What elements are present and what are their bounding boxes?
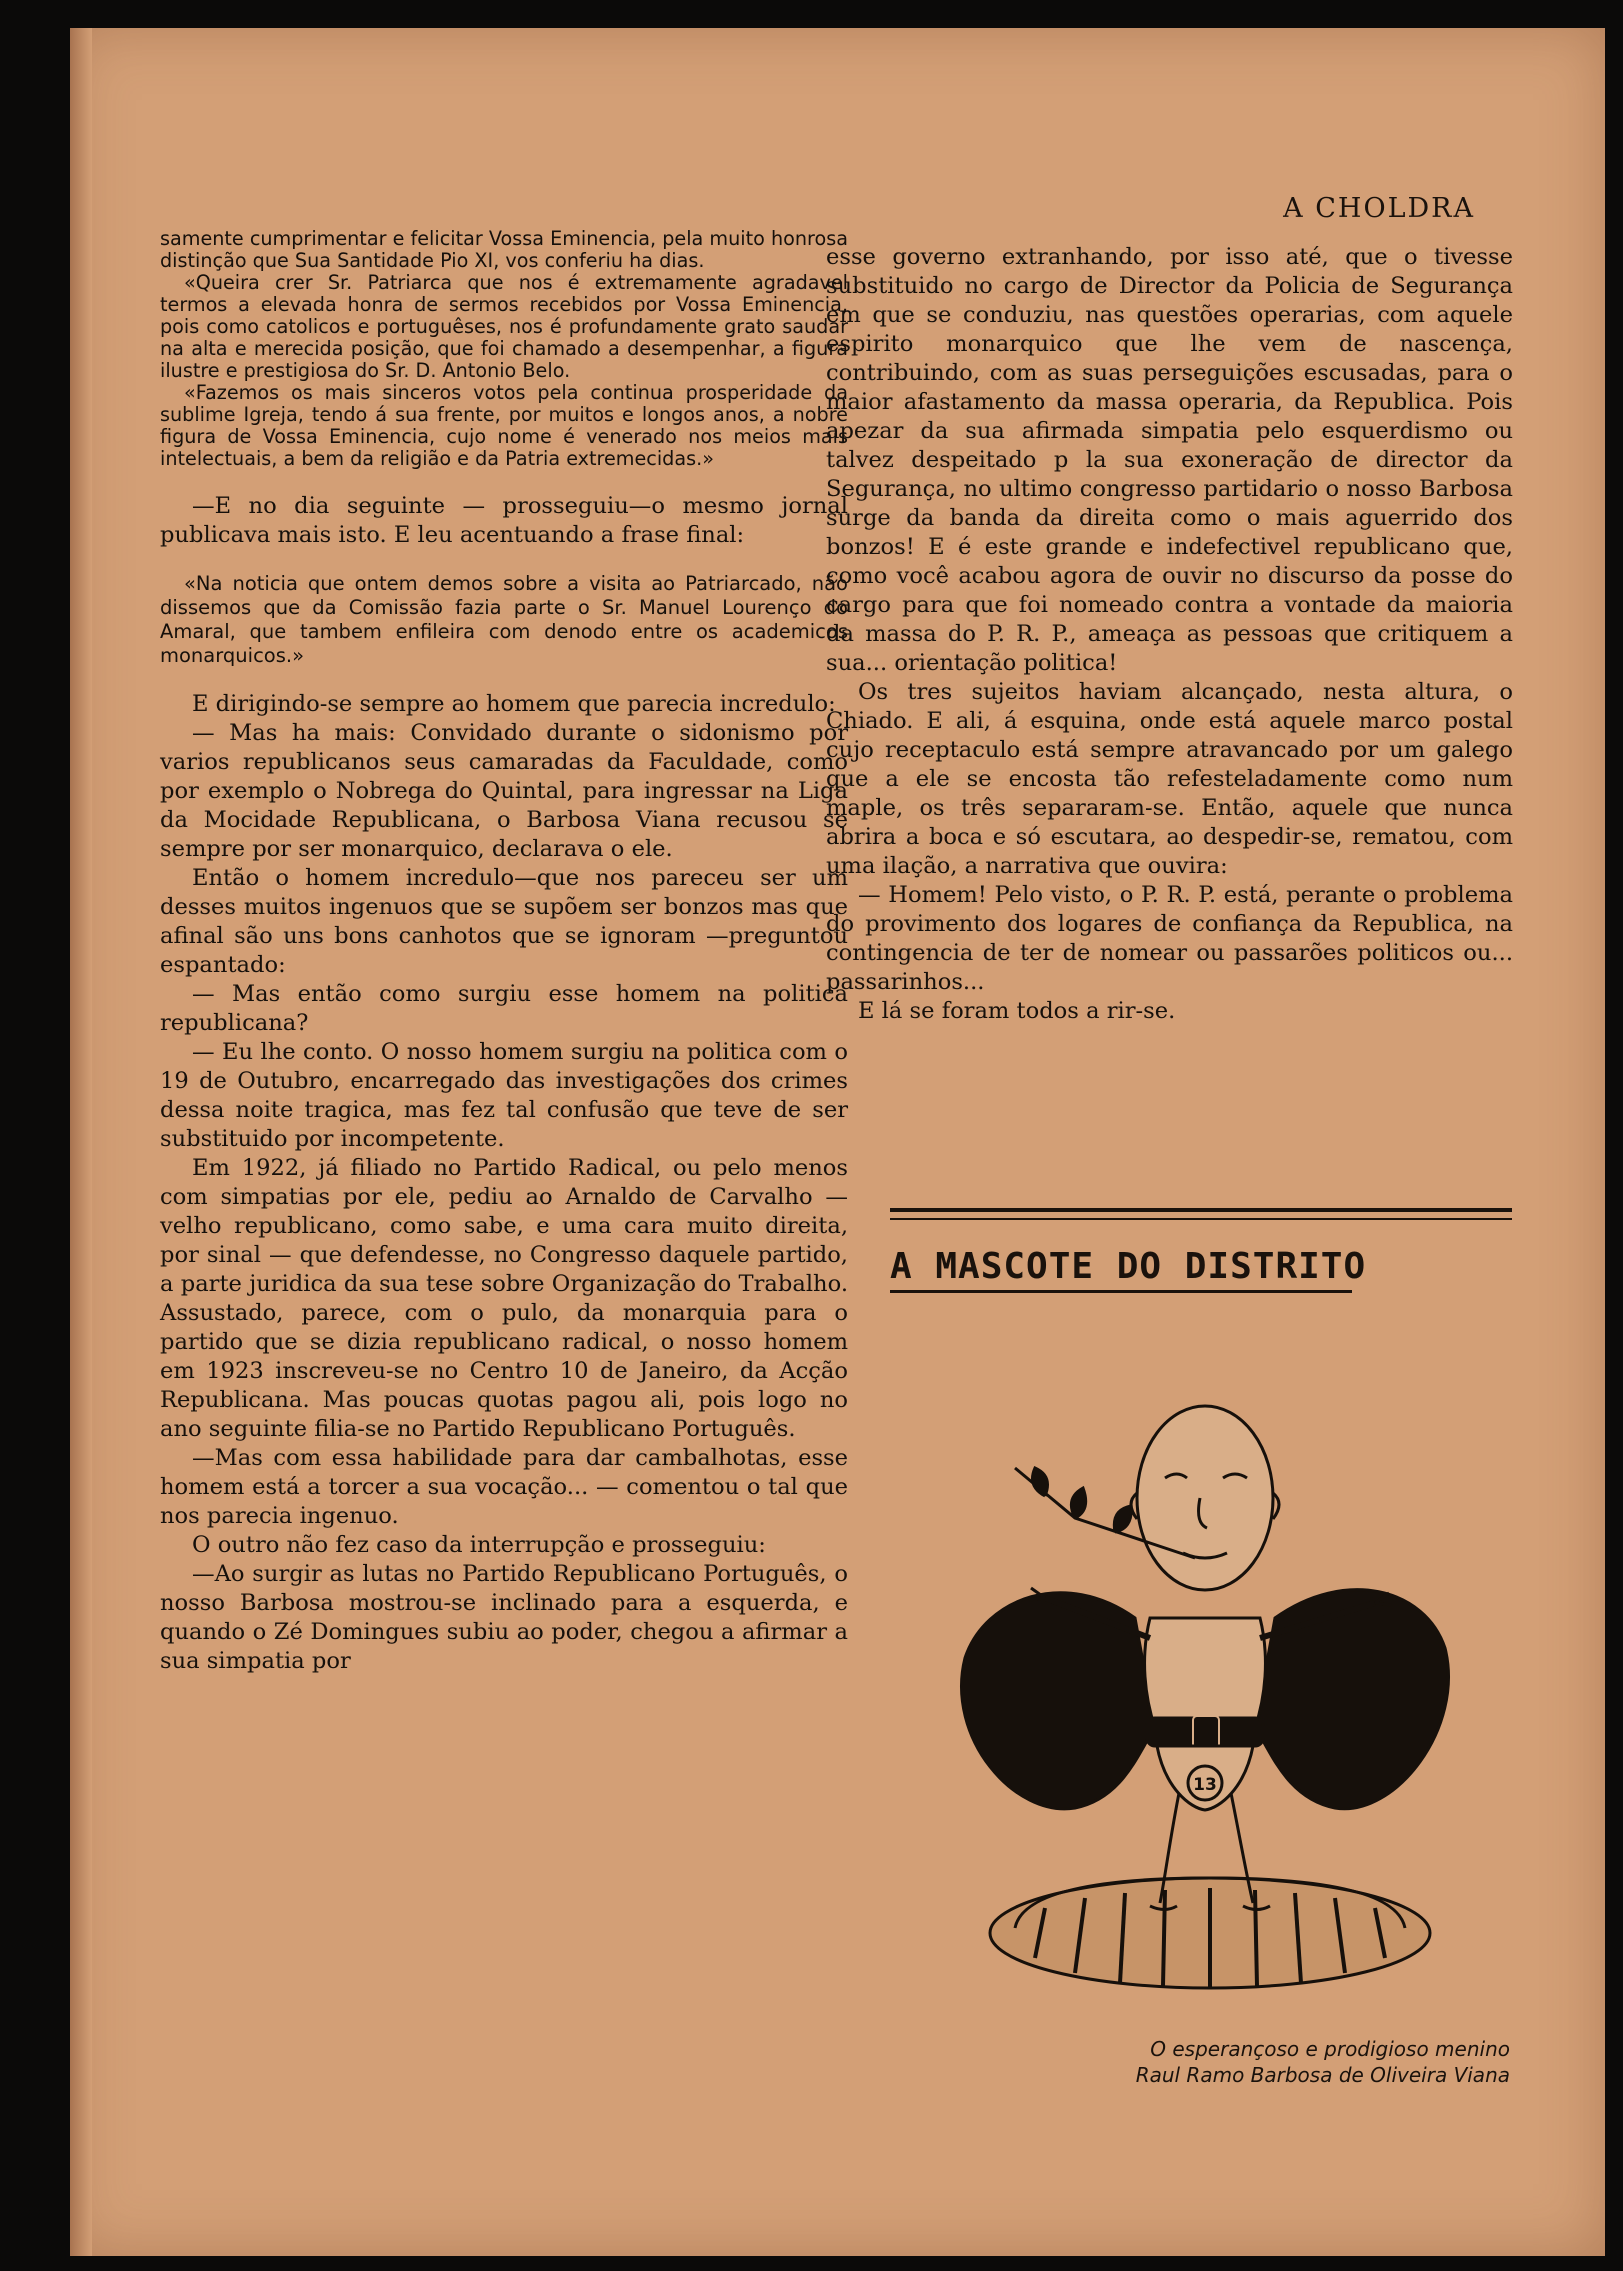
paragraph: — Mas então como surgiu esse homem na politica republicana? (160, 981, 848, 1036)
paragraph: Os tres sujeitos haviam alcançado, nesta altura, o Chiado. E ali, á esquina, onde está aquele marco postal cujo receptaculo está sempre atravancado por um galego que a ele se encosta tão refesteladamente como num maple, os três separaram-se. Então, aquele que nunca abrira a boca e só escutara, ao despedir-se, rematou, com uma ilação, a narrativa que ouvira: (826, 679, 1513, 879)
running-head: A CHOLDRA (1283, 193, 1475, 224)
right-column (826, 243, 1513, 1026)
quote-paragraph: «Na noticia que ontem demos sobre a visita ao Patriarcado, não dissemos que da Comissão fazia parte o Sr. Manuel Lourenço do Amaral, que tambem enfileira com denodo entre os academicos monarquicos.» (160, 572, 848, 667)
head (1137, 1406, 1273, 1590)
paragraph: Então o homem incredulo—que nos pareceu ser um desses muitos ingenuos que se supõem ser bonzos mas que afinal são uns bons canhotos que se ignoram —preguntou espantado: (160, 865, 848, 978)
body-text (160, 492, 848, 550)
left-wing (962, 1593, 1155, 1809)
paragraph: E dirigindo-se sempre ao homem que parecia incredulo: (192, 691, 836, 717)
section-divider (890, 1208, 1512, 1220)
caption-line: Raul Ramo Barbosa de Oliveira Viana (1135, 2063, 1510, 2087)
paragraph: — Eu lhe conto. O nosso homem surgiu na politica com o 19 de Outubro, encarregado das investigações dos crimes dessa noite tragica, mas fez tal confusão que teve de ser substituido por incompetente. (160, 1039, 848, 1152)
quote-paragraph: «Fazemos os mais sinceros votos pela continua prosperidade da sublime Igreja, tendo á sua frente, por muitos e longos anos, a nobre figura de Vossa Eminencia, cujo nome é venerado nos meios mais intelectuais, a bem da religião e da Patria extremecidas.» (160, 381, 848, 470)
paragraph: esse governo extranhando, por isso até, que o tivesse substituido no cargo de Director da Policia de Segurança em que se conduziu, nas questões operarias, com aquele espirito monarquico que lhe vem de nascença, contribuindo, com as suas perseguições escusadas, para o maior afastamento da massa operaria, da Republica. Pois apezar da sua afirmada simpatia pelo esquerdismo ou talvez despeitado p la sua exoneração de director da Segurança, no ultimo congresso partidario o nosso Barbosa surge da banda da direita como o mais aguerrido dos bonzos! E é este grande e indefectivel republicano que, como você acabou agora de ouvir no discurso da posse do cargo para que foi nomeado contra a vontade da maioria da massa do P. R. P., ameaça as pessoas que critiquem a sua... orientação politica! (826, 244, 1513, 676)
left-column (160, 228, 848, 1676)
twig-leaves (1033, 1468, 1132, 1532)
title-underline (890, 1290, 1352, 1293)
page-spine (70, 28, 92, 2256)
section-title: A MASCOTE DO DISTRITO (890, 1246, 1367, 1287)
quoted-letter (160, 228, 848, 470)
paragraph: —Mas com essa habilidade para dar cambalhotas, esse homem está a torcer a sua vocação... — comentou o tal que nos parecia ingenuo. (160, 1445, 848, 1529)
quote-paragraph: samente cumprimentar e felicitar Vossa Eminencia, pela muito honrosa distinção que Sua Santidade Pio XI, vos conferiu ha dias. (160, 227, 848, 272)
caption-line: O esperançoso e prodigioso menino (1150, 2037, 1510, 2061)
belt-buckle (1193, 1716, 1219, 1748)
cartoon-mascot-illustration (925, 1318, 1485, 2008)
quoted-notice (160, 572, 848, 668)
newspaper-page (70, 28, 1605, 2256)
paragraph: — Mas ha mais: Convidado durante o sidonismo por varios republicanos seus camaradas da Faculdade, como por exemplo o Nobrega do Quintal, para ingressar na Liga da Mocidade Republicana, o Barbosa Viana recusou se sempre por ser monarquico, declarava o ele. (160, 720, 848, 862)
cartoon-caption (970, 2036, 1510, 2088)
badge-number: 13 (1193, 1775, 1217, 1795)
right-wing (1255, 1590, 1448, 1809)
paragraph: Em 1922, já filiado no Partido Radical, ou pelo menos com simpatias por ele, pediu ao Arnaldo de Carvalho — velho republicano, como sabe, e uma cara muito direita, por sinal — que defendesse, no Congresso daquele partido, a parte juridica da sua tese sobre Organização do Trabalho. Assustado, parece, com o pulo, da monarquia para o partido que se dizia republicano radical, o nosso homem em 1923 inscreveu-se no Centro 10 de Janeiro, da Acção Republicana. Mas poucas quotas pagou ali, pois logo no ano seguinte filia-se no Partido Republicano Português. (160, 1155, 848, 1442)
paragraph: — Homem! Pelo visto, o P. R. P. está, perante o problema do provimento dos logares de confiança da Republica, na contingencia de ter de nomear ou passarões politicos ou... passarinhos... (826, 882, 1513, 995)
paragraph: E lá se foram todos a rir-se. (858, 998, 1176, 1024)
paragraph: —Ao surgir as lutas no Partido Republicano Português, o nosso Barbosa mostrou-se inclinado para a esquerda, e quando o Zé Domingues subiu ao poder, chegou a afirmar a sua simpatia por (160, 1561, 848, 1674)
body-text (160, 690, 848, 1676)
paragraph: O outro não fez caso da interrupção e prosseguiu: (192, 1532, 766, 1558)
quote-paragraph: «Queira crer Sr. Patriarca que nos é extremamente agradavel termos a elevada honra de sermos recebidos por Vossa Eminencia, pois como catolicos e portuguêses, nos é profundamente grato saudar na alta e merecida posição, que foi chamado a desempenhar, a figura ilustre e prestigiosa do Sr. D. Antonio Belo. (160, 271, 848, 382)
paragraph: —E no dia seguinte — prosseguiu—o mesmo jornal publicava mais isto. E leu acentuando a frase final: (160, 493, 848, 548)
torso (1145, 1618, 1266, 1728)
